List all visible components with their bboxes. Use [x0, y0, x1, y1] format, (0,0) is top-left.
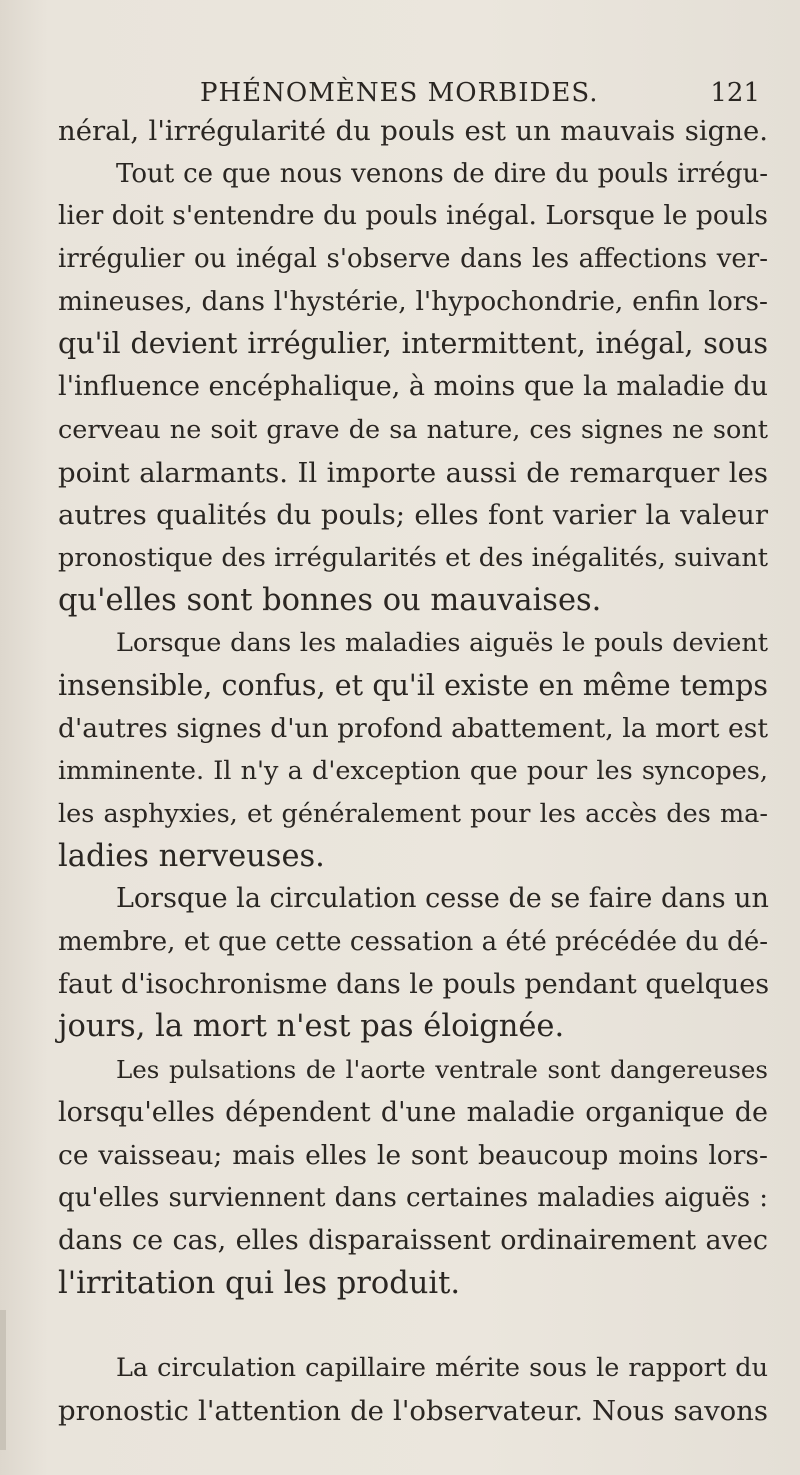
paragraph-end-line: jours, la mort n'est pas éloignée.	[58, 1009, 565, 1045]
running-title: PHÉNOMÈNES MORBIDES.	[200, 78, 599, 108]
text-line: faut d'isochronisme dans le pouls pendant quelques	[58, 968, 770, 1000]
paragraph-start-line: Les pulsations de l'aorte ventrale sont dangereuses	[116, 1055, 768, 1085]
text-line: lier doit s'entendre du pouls inégal. Lorsque le pouls	[58, 200, 768, 232]
text-line: membre, et que cette cessation a été précédée du dé-	[58, 927, 768, 958]
text-line: lorsqu'elles dépendent d'une maladie organique de	[58, 1096, 768, 1128]
text-line: autres qualités du pouls; elles font varier la valeur	[58, 499, 768, 532]
paragraph-start-line: La circulation capillaire mérite sous le rapport du	[116, 1353, 768, 1384]
page-edge-shadow	[0, 1310, 6, 1450]
paragraph-start-line: Lorsque la circulation cesse de se faire dans un	[116, 883, 769, 915]
text-line: pronostique des irrégularités et des inégalités, suivant	[58, 542, 768, 573]
text-line: qu'elles surviennent dans certaines maladies aiguës :	[58, 1183, 768, 1214]
page-number: 121	[710, 78, 760, 108]
paragraph-start-line: Lorsque dans les maladies aiguës le pouls devient	[116, 628, 768, 659]
paragraph-end-line: l'irritation qui les produit.	[58, 1265, 461, 1301]
text-line: l'influence encéphalique, à moins que la maladie du	[58, 371, 768, 403]
text-line: les asphyxies, et généralement pour les accès des ma-	[58, 799, 768, 829]
text-line: point alarmants. Il importe aussi de remarquer les	[58, 456, 768, 489]
text-line: néral, l'irrégularité du pouls est un mauvais signe.	[58, 115, 768, 147]
text-line: mineuses, dans l'hystérie, l'hypochondrie, enfin lors-	[58, 285, 768, 317]
text-line: pronostic l'attention de l'observateur. Nous savons	[58, 1394, 768, 1427]
text-line: insensible, confus, et qu'il existe en même temps	[58, 668, 768, 702]
text-line: ce vaisseau; mais elles le sont beaucoup moins lors-	[58, 1139, 768, 1171]
paragraph-end-line: ladies nerveuses.	[58, 838, 325, 874]
text-line: dans ce cas, elles disparaissent ordinairement avec	[58, 1224, 768, 1256]
text-line: irrégulier ou inégal s'observe dans les affections ver-	[58, 244, 768, 275]
text-line: cerveau ne soit grave de sa nature, ces signes ne sont	[58, 414, 768, 445]
text-line: imminente. Il n'y a d'exception que pour les syncopes,	[58, 756, 768, 787]
paragraph-gap	[58, 1305, 768, 1347]
text-line: qu'il devient irrégulier, intermittent, inégal, sous	[58, 327, 768, 361]
paragraph-start-line: Tout ce que nous venons de dire du pouls irrégu-	[116, 158, 768, 189]
text-line: d'autres signes d'un profond abattement, la mort est	[58, 712, 768, 744]
body-text	[58, 110, 768, 1433]
paragraph-end-line: qu'elles sont bonnes ou mauvaises.	[58, 582, 602, 618]
